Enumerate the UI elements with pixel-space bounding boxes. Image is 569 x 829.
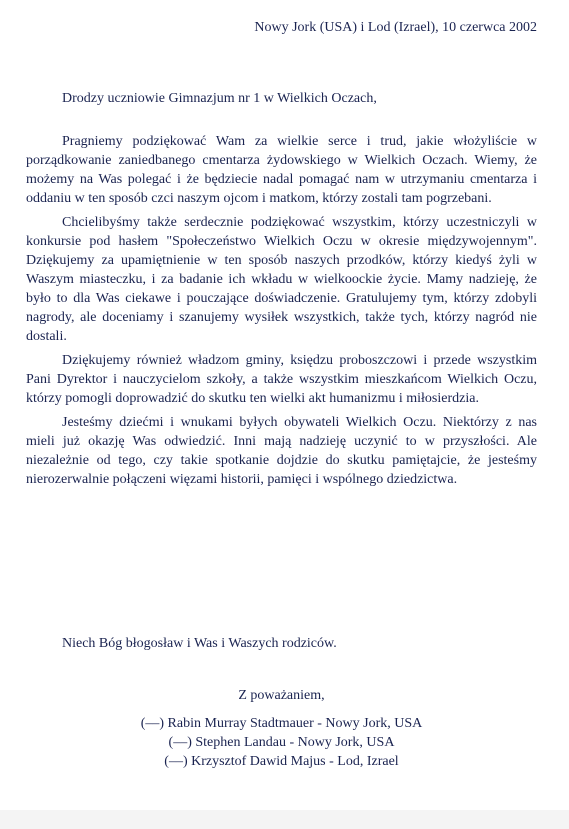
paragraph-thanks-contest: Chcielibyśmy także serdecznie podziękować wszystkim, którzy uczestniczyli w konkursie pod hasłem "Społeczeństwo Wielkich Oczu w okresie międzywojennym". Dziękujemy za upamiętnienie w ten sposób naszych przodków, którzy kiedyś żyli w Waszym miasteczku, i za badanie ich wkładu w wielkoockie życie. Mamy nadzieję, że było to dla Was ciekawe i pouczające doświadczenie. Gratulujemy tym, którzy zdobyli nagrody, ale doceniamy i szanujemy wysiłek wszystkich, także tych, którzy nagród nie dostali.	[26, 215, 537, 344]
signature-line: (––) Rabin Murray Stadtmauer - Nowy Jork, USA	[140, 716, 423, 731]
dateline: Nowy Jork (USA) i Lod (Izrael), 10 czerwca 2002	[254, 20, 537, 35]
greeting: Drodzy uczniowie Gimnazjum nr 1 w Wielkich Oczach,	[62, 91, 377, 106]
letter-body	[26, 132, 537, 494]
signature-line: (––) Krzysztof Dawid Majus - Lod, Izrael	[164, 754, 399, 769]
paragraph-thanks-cemetery: Pragniemy podziękować Wam za wielkie serce i trud, jakie włożyliście w porządkowanie zaniedbanego cmentarza żydowskiego w Wielkich Oczach. Wiemy, że możemy na Was polegać i że będziecie nadal pomagać nam w utrzymaniu cmentarza i oddaniu w ten sposób czci naszym ojcom i matkom, którzy zostali tam pogrzebani.	[26, 134, 537, 206]
blessing: Niech Bóg błogosław i Was i Waszych rodziców.	[62, 636, 337, 651]
signature-line: (––) Stephen Landau - Nowy Jork, USA	[168, 735, 395, 750]
paragraph-thanks-authorities: Dziękujemy również władzom gminy, księdzu proboszczowi i przede wszystkim Pani Dyrektor i nauczycielom szkoły, a także wszystkim mieszkańcom Wielkich Oczu, którzy pomogli doprowadzić do skutku ten wielki akt humanizmu i miłosierdzia.	[26, 353, 537, 406]
closing: Z poważaniem,	[238, 688, 325, 703]
signature-block	[0, 714, 563, 771]
page-bottom-margin	[0, 810, 569, 829]
paragraph-heritage: Jesteśmy dziećmi i wnukami byłych obywateli Wielkich Oczu. Niektórzy z nas mieli już okazję Was odwiedzić. Inni mają nadzieję uczynić to w przyszłości. Ale niezależnie od tego, czy takie spotkanie dojdzie do skutku pamiętajcie, że jesteśmy nierozerwalnie połączeni więzami historii, pamięci i wspólnego dziedzictwa.	[26, 415, 537, 487]
